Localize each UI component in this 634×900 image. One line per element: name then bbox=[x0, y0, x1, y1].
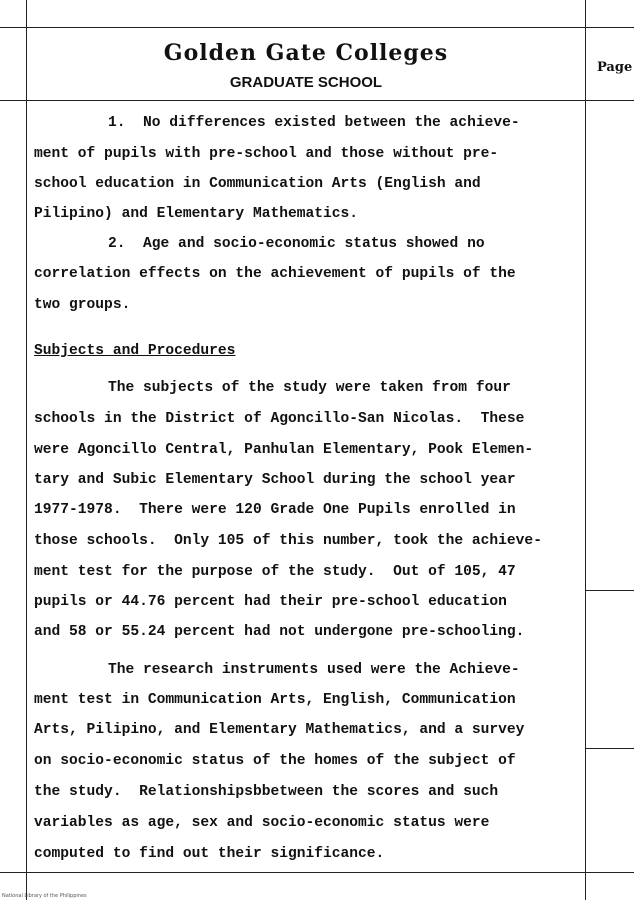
text-line: Pilipino) and Elementary Mathematics. bbox=[34, 206, 359, 222]
text-line: two groups. bbox=[34, 297, 131, 313]
right-margin-rule bbox=[585, 0, 586, 900]
text-line: were Agoncillo Central, Panhulan Elementary, Pook Elemen- bbox=[34, 442, 534, 458]
text-line: correlation effects on the achievement of pupils of the bbox=[34, 266, 516, 282]
text-line: pupils or 44.76 percent had their pre-school education bbox=[34, 594, 507, 610]
text-line: The subjects of the study were taken from four bbox=[108, 380, 511, 396]
footer-rule bbox=[0, 872, 634, 873]
school-subtitle: GRADUATE SCHOOL bbox=[229, 74, 383, 91]
text-line: The research instruments used were the Achieve- bbox=[108, 662, 520, 678]
right-column-rule-1 bbox=[585, 590, 634, 591]
text-line: computed to find out their significance. bbox=[34, 846, 385, 862]
text-line: variables as age, sex and socio-economic status were bbox=[34, 815, 490, 831]
text-line: school education in Communication Arts (English and bbox=[34, 176, 481, 192]
left-margin-rule bbox=[26, 0, 27, 900]
right-column-rule-2 bbox=[585, 748, 634, 749]
text-line: those schools. Only 105 of this number, took the achieve- bbox=[34, 533, 542, 549]
text-line: 2. Age and socio-economic status showed no bbox=[108, 236, 485, 252]
text-line: tary and Subic Elementary School during the school year bbox=[34, 472, 516, 488]
section-heading: Subjects and Procedures bbox=[34, 343, 236, 359]
text-line: on socio-economic status of the homes of the subject of bbox=[34, 753, 516, 769]
institution-title: Golden Gate Colleges bbox=[163, 40, 449, 66]
text-line: Arts, Pilipino, and Elementary Mathematics, and a survey bbox=[34, 722, 525, 738]
header-bottom-rule bbox=[0, 100, 634, 101]
text-line: ment of pupils with pre-school and those without pre- bbox=[34, 146, 499, 162]
text-line: ment test in Communication Arts, English, Communication bbox=[34, 692, 516, 708]
footer-credit: National Library of the Philippines bbox=[2, 893, 87, 899]
text-line: ment test for the purpose of the study. Out of 105, 47 bbox=[34, 564, 516, 580]
header-top-rule bbox=[0, 27, 634, 28]
text-line: 1977-1978. There were 120 Grade One Pupils enrolled in bbox=[34, 502, 516, 518]
text-line: schools in the District of Agoncillo-San Nicolas. These bbox=[34, 411, 525, 427]
text-line: 1. No differences existed between the achieve- bbox=[108, 115, 520, 131]
text-line: the study. Relationshipsbbetween the scores and such bbox=[34, 784, 499, 800]
text-line: and 58 or 55.24 percent had not undergone pre-schooling. bbox=[34, 624, 525, 640]
page-label: Page bbox=[597, 60, 633, 75]
